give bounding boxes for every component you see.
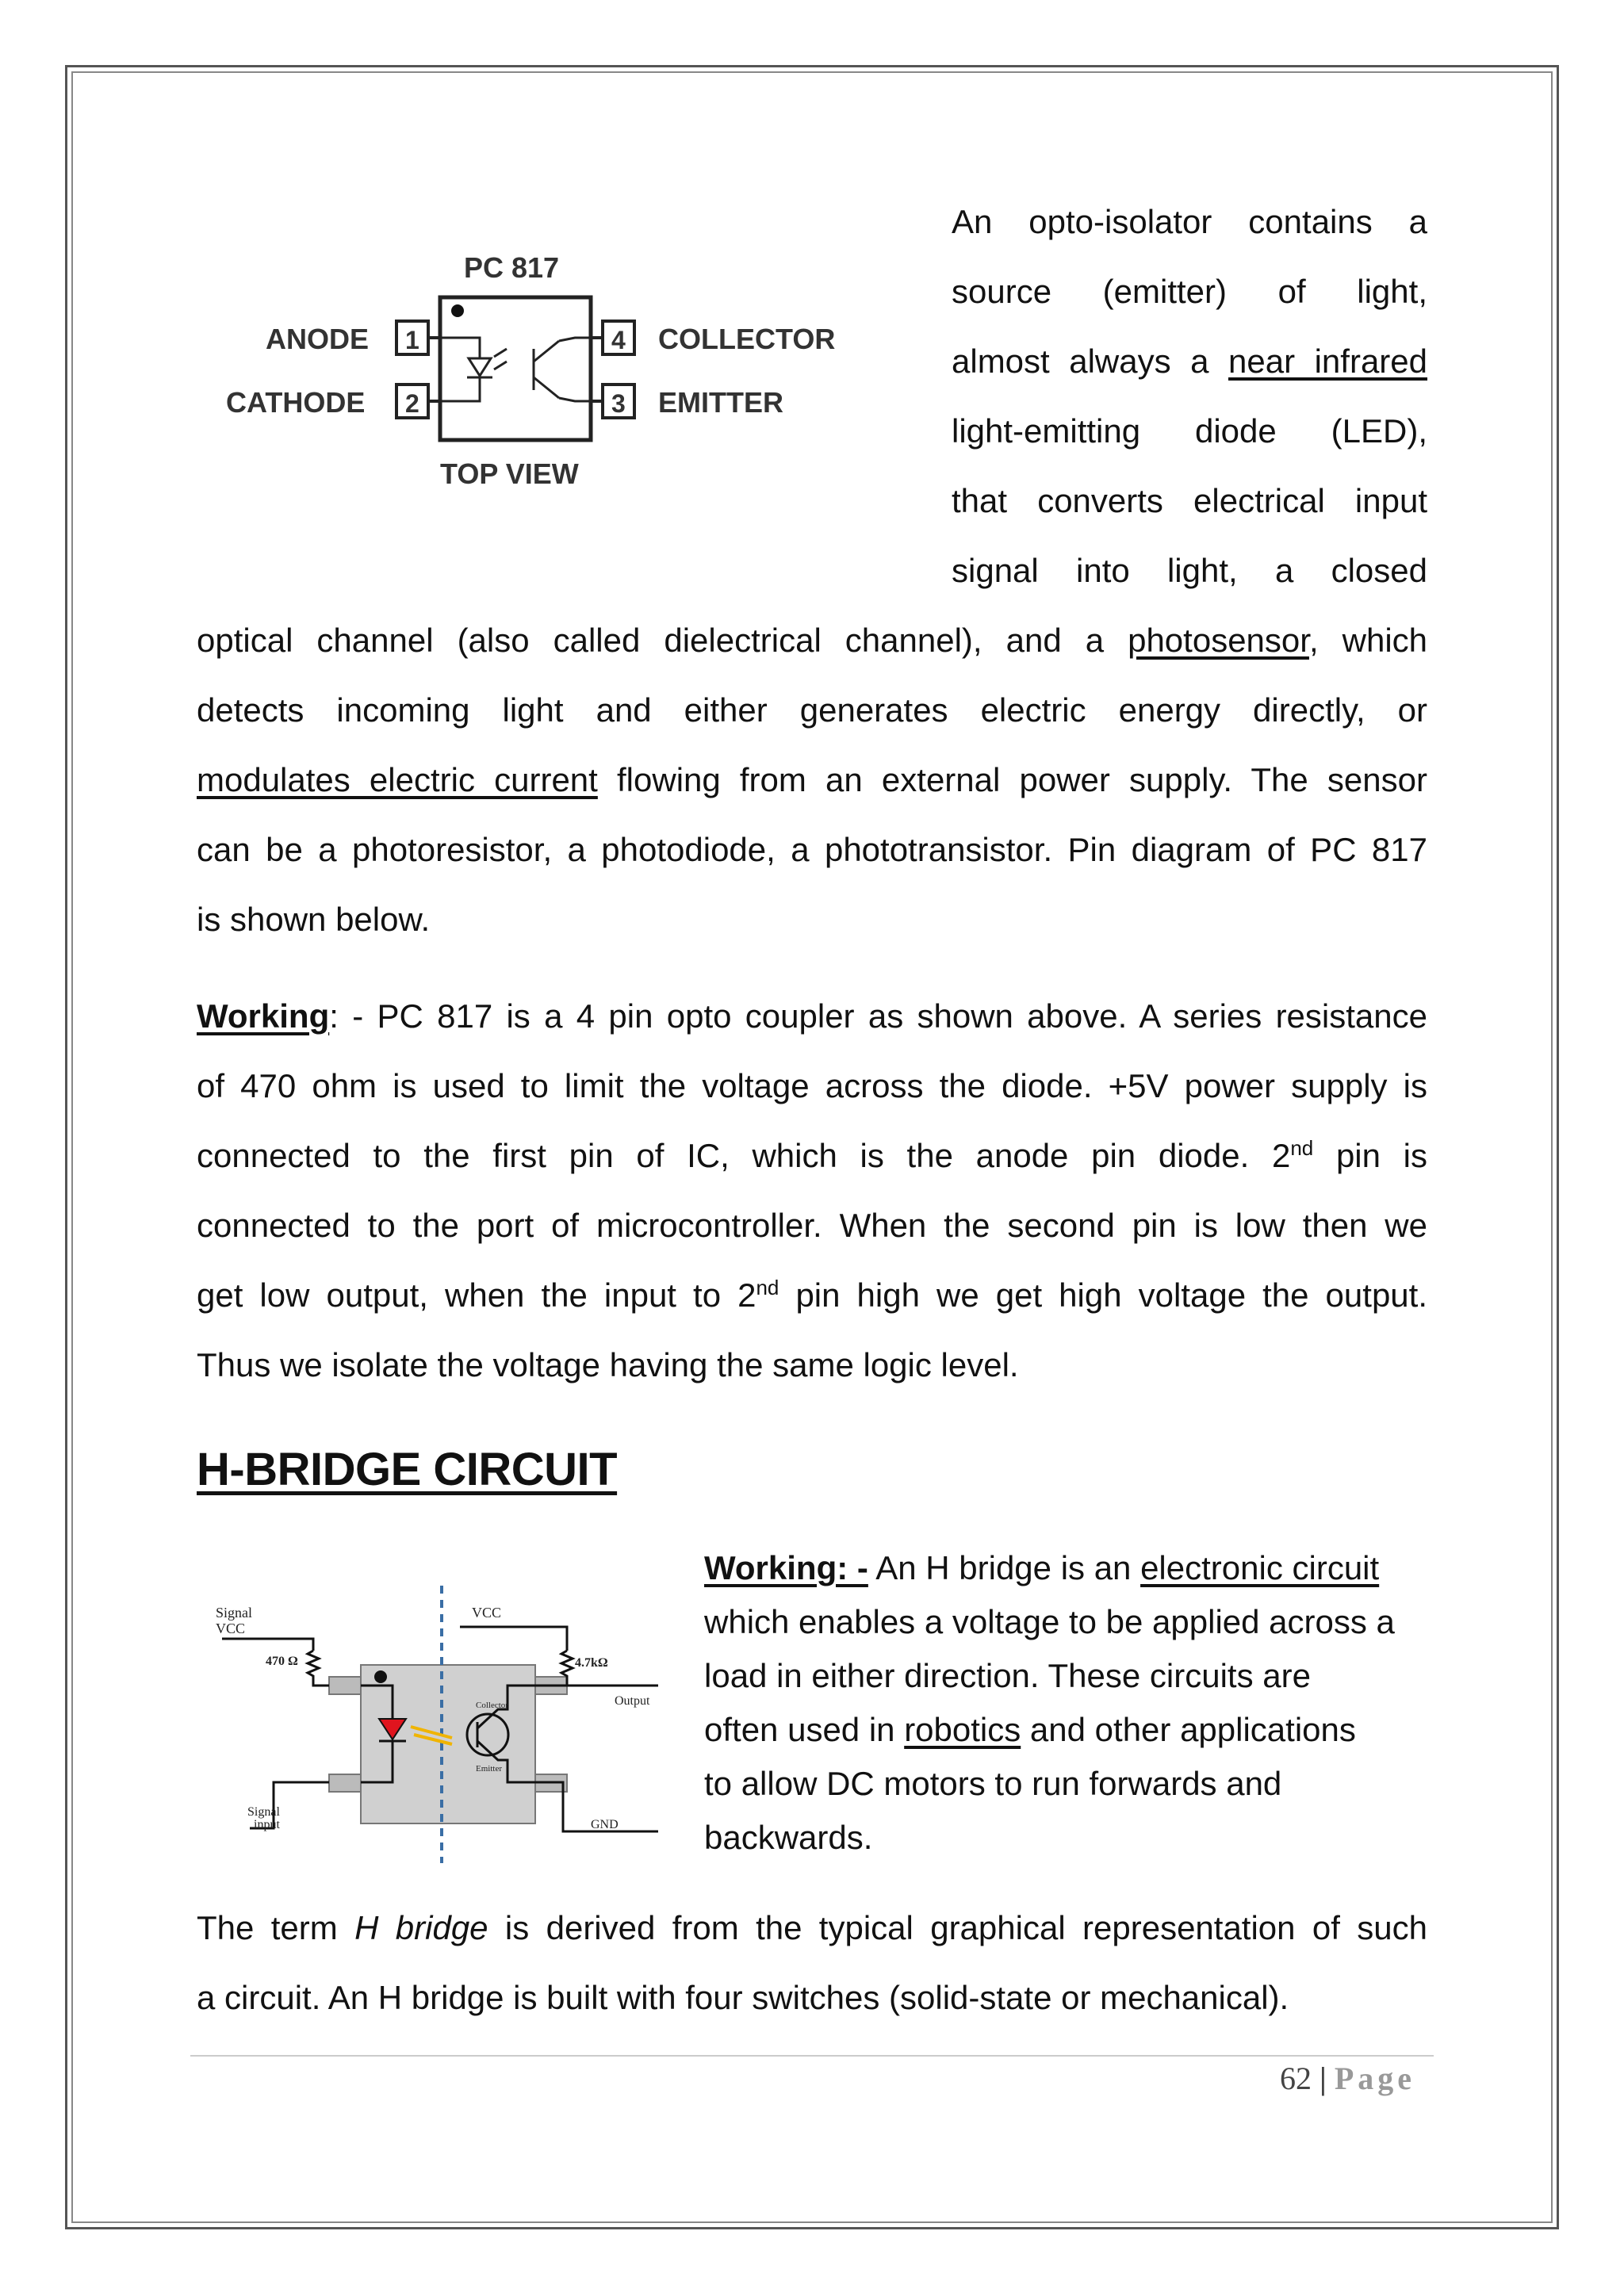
page-number: 62 (1280, 2061, 1312, 2096)
hbridge-line-5: to allow DC motors to run forwards and (704, 1765, 1282, 1802)
signal-input-label-1: Signal (247, 1805, 280, 1819)
intro-line-1: An opto-isolator contains a (952, 203, 1427, 240)
term-line-1: The term H bridge is derived from the typical graphical representation of such (197, 1909, 1427, 1946)
intro-line-11: is shown below. (197, 901, 431, 938)
signal-vcc-label-2: VCC (216, 1621, 246, 1636)
opto-circuit-diagram (214, 1578, 666, 1871)
intro-line-9: modulates electric current flowing from an external power supply. The sensor (197, 761, 1427, 798)
pin3-label: 3 (611, 389, 626, 418)
near-infrared-link[interactable]: near infrared (1228, 342, 1428, 380)
robotics-link[interactable]: robotics (904, 1711, 1021, 1748)
hbridge-working-label: Working: - (704, 1549, 868, 1586)
footer-rule (190, 2055, 1434, 2057)
pin2-label: 2 (405, 389, 419, 418)
modulates-electric-current-link[interactable]: modulates electric current (197, 761, 598, 798)
working-line-1: Working: - PC 817 is a 4 pin opto coupler as shown above. A series resistance (197, 997, 1427, 1035)
cathode-label: CATHODE (226, 386, 366, 419)
phototransistor-symbol (534, 338, 591, 401)
hbridge-line-2: which enables a voltage to be applied across a (704, 1603, 1395, 1640)
output-label: Output (615, 1694, 650, 1708)
intro-line-8: detects incoming light and either generates electric energy directly, or (197, 691, 1427, 729)
intro-line-6: signal into light, a closed (952, 552, 1427, 589)
intro-line-2: source (emitter) of light, (952, 273, 1427, 310)
top-view-label: TOP VIEW (440, 457, 579, 490)
pin1-label: 1 (405, 326, 419, 354)
emitter-label: Emitter (476, 1764, 502, 1774)
signal-vcc-label-1: Signal (216, 1605, 253, 1621)
ic-body (440, 297, 591, 440)
pc817-pin-diagram (202, 222, 892, 515)
page-separator: | (1320, 2061, 1327, 2096)
emitter-label: EMITTER (658, 386, 783, 419)
intro-line-3 (952, 327, 1427, 396)
r1-label: 470 Ω (266, 1655, 298, 1668)
term-line-2: a circuit. An H bridge is built with four switches (solid-state or mechanical). (197, 1979, 1289, 2016)
intro-line-3-text: almost always a (952, 342, 1209, 380)
pin4-label: 4 (611, 326, 626, 354)
signal-input-label-2: input (254, 1818, 280, 1831)
pin1-dot (451, 304, 464, 317)
working-label: Working (197, 997, 330, 1035)
intro-line-10: can be a photoresistor, a photodiode, a phototransistor. Pin diagram of PC 817 (197, 831, 1427, 868)
page-footer (1280, 2060, 1415, 2097)
page-word: Page (1334, 2061, 1415, 2096)
working-line-4: connected to the port of microcontroller. When the second pin is low then we (197, 1207, 1427, 1244)
section-heading: H-BRIDGE CIRCUIT (197, 1444, 618, 1495)
anode-label: ANODE (266, 323, 370, 355)
intro-line-4: light-emitting diode (LED), (952, 412, 1427, 450)
led-symbol (440, 338, 507, 401)
hbridge-line-4: often used in robotics and other applications (704, 1711, 1356, 1748)
gnd-label: GND (591, 1818, 619, 1831)
working-line-5: get low output, when the input to 2nd pin high we get high voltage the output. (197, 1276, 1427, 1314)
collector-label: Collector (476, 1701, 508, 1710)
collector-label: COLLECTOR (658, 323, 836, 355)
hbridge-line-3: load in either direction. These circuits are (704, 1657, 1311, 1694)
working-line-2: of 470 ohm is used to limit the voltage across the diode. +5V power supply is (197, 1067, 1427, 1104)
electronic-circuit-link[interactable]: electronic circuit (1140, 1549, 1380, 1586)
hbridge-line-1: Working: - An H bridge is an electronic circuit (704, 1549, 1380, 1586)
vcc-label: VCC (472, 1605, 502, 1621)
working-line-3: connected to the first pin of IC, which is the anode pin diode. 2nd pin is (197, 1136, 1428, 1174)
r2-label: 4.7kΩ (575, 1656, 608, 1670)
photosensor-link[interactable]: photosensor (1128, 622, 1309, 659)
pc817-title: PC 817 (464, 251, 560, 284)
hbridge-line-6: backwards. (704, 1819, 873, 1856)
intro-line-7: optical channel (also called dielectrical channel), and a photosensor, which (197, 622, 1428, 659)
working-line-6: Thus we isolate the voltage having the same logic level. (197, 1346, 1019, 1383)
intro-line-5: that converts electrical input (952, 482, 1427, 519)
pin1-dot (374, 1670, 387, 1683)
